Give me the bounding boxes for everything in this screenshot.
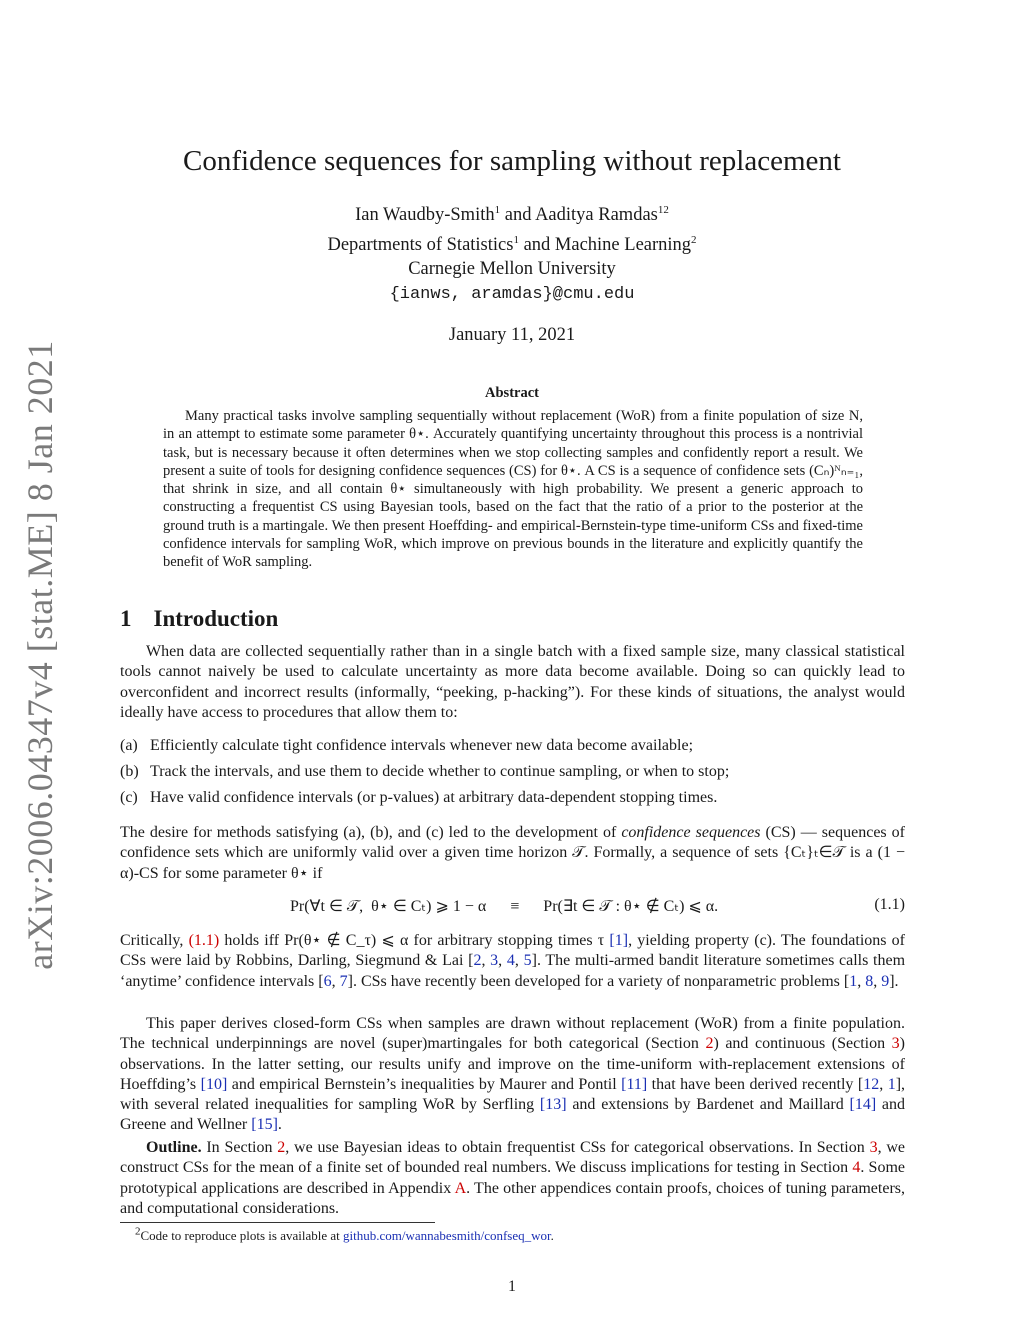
section-3-link[interactable]: 3 bbox=[891, 1035, 900, 1053]
equation-body: Pr(∀t ∈ 𝒯, θ⋆ ∈ Cₜ) ⩾ 1 − α ≡ Pr(∃t ∈ 𝒯 : θ⋆ ∉ Cₜ) ⩽ α. bbox=[290, 898, 719, 915]
section-number: 1 bbox=[120, 606, 132, 631]
outline-section-4-link[interactable]: 4 bbox=[852, 1159, 861, 1177]
p5-text-e: . The other appendices contain proofs, choices of tuning parameters, and computational considerations. bbox=[120, 1179, 905, 1217]
date: January 11, 2021 bbox=[448, 325, 576, 345]
citation-10-link[interactable]: [10] bbox=[200, 1075, 228, 1093]
author-1: Ian Waudby-Smith bbox=[355, 205, 495, 225]
outline-paragraph bbox=[120, 1138, 905, 1219]
p4-text-c: ) observations. In the latter setting, our results unify and improve on the time-uniform with-replacement extensions of Hoeffding’s bbox=[120, 1035, 905, 1093]
dept-sup-2: 2 bbox=[691, 233, 697, 246]
list-text-c: Have valid confidence intervals (or p-values) at arbitrary data-dependent stopping times. bbox=[150, 789, 718, 806]
abstract-text: Many practical tasks involve sampling sequentially without replacement (WoR) from a finite population of size N, in an attempt to estimate some parameter θ⋆. Accurately quantifying uncertainty throughout this process is a nontrivial task, but is necessary because it often determines when we stop collecting samples and confidently report a result. We present a suite of tools for designing confidence sequences (CS) for θ⋆. A CS is a sequence of confidence sets (Cₙ)ᴺₙ₌₁, that shrink in size, and all contain θ⋆ simultaneously with high probability. We present a generic approach to constructing a frequentist CS using Bayesian tools, based on the fact that the ratio of a prior to the posterior at the ground truth is a martingale. We then present Hoeffding- and empirical-Bernstein-type time-uniform CSs and fixed-time confidence intervals for sampling WoR, which improve on previous bounds in the literature and explicitly quantify the benefit of WoR sampling. bbox=[163, 408, 863, 571]
p2-text-a: The desire for methods satisfying (a), (b), and (c) led to the development of bbox=[120, 824, 622, 841]
section-heading bbox=[120, 606, 278, 632]
footnote-end: . bbox=[550, 1228, 554, 1243]
equation-number: (1.1) bbox=[874, 896, 905, 913]
footnote-mark: 2 bbox=[135, 1225, 141, 1238]
list-item-b bbox=[120, 763, 905, 781]
p5-text-d: . Some prototypical applications are described in Appendix bbox=[120, 1159, 905, 1197]
list-text-b: Track the intervals, and use them to decide whether to continue sampling, or when to stop; bbox=[150, 763, 730, 780]
citation-1b-link[interactable]: 1 bbox=[849, 972, 858, 990]
list-text-a: Efficiently calculate tight confidence intervals whenever new data become available; bbox=[150, 737, 694, 754]
p4-text-a: This paper derives closed-form CSs when samples are drawn without replacement (WoR) from a finite population. The technical underpinnings are novel (super)martingales for both categorical (Section bbox=[120, 1015, 905, 1053]
intro-paragraph-3: Critically, (1.1) holds iff Pr(θ⋆ ∉ C_τ) ⩽ α for arbitrary stopping times τ [1], yielding property (c). The foundations of CSs were laid by Robbins, Darling, Siegmund & Lai [2, 3, 4, 5]. The multi-armed bandit literature sometimes calls them ‘anytime’ confidence intervals [6, 7]. CSs have recently been developed for a variety of nonparametric problems [1, 8, 9]. bbox=[120, 932, 906, 990]
equation-ref-link[interactable]: (1.1) bbox=[188, 932, 220, 949]
arxiv-identifier bbox=[10, 340, 70, 970]
p4-text-e: that have been derived recently [ bbox=[647, 1075, 864, 1093]
citation-7-link[interactable]: 7 bbox=[339, 972, 348, 990]
arxiv-identifier-text: arXiv:2006.04347v4 [stat.ME] 8 Jan 2021 bbox=[20, 340, 60, 970]
email: {ianws, aramdas}@cmu.edu bbox=[389, 285, 635, 304]
citation-4-link[interactable]: 4 bbox=[506, 952, 515, 970]
list-item-c bbox=[120, 789, 905, 807]
p2-text-b: (CS) — sequences of confidence sets which are uniformly valid over a given time horizon 𝒯. Formally, a sequence of sets {Cₜ}ₜ∈𝒯 is a (1 − α)-CS for some parameter θ⋆ if bbox=[120, 824, 906, 882]
author-2: Aaditya Ramdas bbox=[535, 205, 658, 225]
citation-14-link[interactable]: [14] bbox=[849, 1096, 877, 1114]
outline-label: Outline. bbox=[146, 1139, 202, 1156]
list-item-a bbox=[120, 737, 905, 755]
list-label-c: (c) bbox=[120, 789, 138, 806]
list-label-a: (a) bbox=[120, 737, 138, 754]
citation-12-link[interactable]: 12 bbox=[863, 1075, 880, 1093]
p3-text-f: ]. bbox=[889, 972, 899, 990]
p4-text-g: and extensions by Bardenet and Maillard bbox=[566, 1096, 850, 1114]
paper-title: Confidence sequences for sampling without replacement bbox=[183, 145, 841, 177]
p4-text-i: . bbox=[277, 1116, 282, 1134]
departments bbox=[0, 235, 1024, 256]
abstract-heading: Abstract bbox=[485, 385, 539, 401]
footnote bbox=[135, 1225, 554, 1244]
intro-paragraph-2 bbox=[120, 823, 905, 884]
outline-section-2-link[interactable]: 2 bbox=[277, 1139, 286, 1156]
citation-6-link[interactable]: 6 bbox=[323, 972, 332, 990]
citation-11-link[interactable]: [11] bbox=[621, 1075, 648, 1093]
appendix-a-link[interactable]: A bbox=[454, 1179, 467, 1197]
university: Carnegie Mellon University bbox=[408, 259, 616, 279]
p2-emphasis: confidence sequences bbox=[621, 824, 761, 841]
author-2-affiliation: 12 bbox=[657, 203, 669, 216]
section-title: Introduction bbox=[153, 606, 279, 631]
p5-text-c: , we construct CSs for the mean of a finite set of bounded real numbers. We discuss implications for testing in Section bbox=[120, 1139, 906, 1177]
p3-text-d: ]. The multi-armed bandit literature sometimes calls them ‘anytime’ confidence intervals [ bbox=[120, 952, 906, 990]
github-link[interactable]: github.com/wannabesmith/confseq_wor bbox=[343, 1228, 551, 1243]
outline-section-3-link[interactable]: 3 bbox=[869, 1139, 878, 1156]
p4-text-d: and empirical Bernstein’s inequalities by Maurer and Pontil bbox=[227, 1075, 622, 1093]
p3-text-e: ]. CSs have recently been developed for a variety of nonparametric problems [ bbox=[347, 972, 850, 990]
dept-statistics: Departments of Statistics bbox=[327, 235, 514, 255]
citation-8-link[interactable]: 8 bbox=[865, 972, 874, 990]
footnote-divider bbox=[120, 1222, 435, 1223]
citation-5-link[interactable]: 5 bbox=[523, 952, 532, 970]
citation-9-link[interactable]: 9 bbox=[881, 972, 890, 990]
dept-sup-1: 1 bbox=[513, 233, 519, 246]
citation-1c-link[interactable]: 1 bbox=[887, 1075, 896, 1093]
p3-text-c: , yielding property (c). The foundations of CSs were laid by Robbins, Darling, Siegmund & Lai [ bbox=[120, 932, 906, 970]
p4-text-b: ) and continuous (Section bbox=[713, 1035, 892, 1053]
footnote-text: Code to reproduce plots is available at bbox=[140, 1228, 344, 1243]
citation-3-link[interactable]: 3 bbox=[490, 952, 499, 970]
equation-1-1 bbox=[120, 896, 905, 918]
intro-paragraph-4: This paper derives closed-form CSs when samples are drawn without replacement (WoR) from a finite population. The technical underpinnings are novel (super)martingales for both categorical (Section 2) and continuous (Section 3) observations. In the latter setting, our results unify and improve on the time-uniform with-replacement extensions of Hoeffding’s [10] and empirical Bernstein’s inequalities by Maurer and Pontil [11] that have been derived recently [12, 1], with several related inequalities for sampling WoR by Serfling [13] and extensions by Bardenet and Maillard [14] and Greene and Wellner [15]. bbox=[120, 1015, 906, 1134]
section-2-link[interactable]: 2 bbox=[705, 1035, 714, 1053]
citation-15-link[interactable]: [15] bbox=[251, 1116, 278, 1134]
p4-text-h: and Greene and Wellner bbox=[120, 1096, 905, 1134]
citation-2-link[interactable]: 2 bbox=[473, 952, 482, 970]
citation-1-link[interactable]: [1] bbox=[609, 932, 629, 949]
p5-text-a: In Section bbox=[201, 1139, 278, 1156]
author-and: and bbox=[500, 205, 536, 225]
p4-text-f: ], with several related inequalities for sampling WoR by Serfling bbox=[120, 1075, 906, 1114]
page-number: 1 bbox=[508, 1278, 516, 1295]
intro-paragraph-1: When data are collected sequentially rather than in a single batch with a fixed sample size, many classical statistical tools cannot naively be used to calculate uncertainty as more data become available. Doing so can quickly lead to overconfident and incorrect results (informally, “peeking, p-hacking”). For these kinds of situations, the analyst would ideally have access to procedures that allow them to: bbox=[120, 643, 905, 721]
authors bbox=[0, 205, 1024, 226]
p5-text-b: , we use Bayesian ideas to obtain frequentist CSs for categorical observations. In Section bbox=[285, 1139, 870, 1156]
list-label-b: (b) bbox=[120, 763, 139, 780]
p3-text-a: Critically, bbox=[120, 932, 189, 949]
dept-ml: and Machine Learning bbox=[518, 235, 692, 255]
citation-13-link[interactable]: [13] bbox=[539, 1096, 567, 1114]
author-1-affiliation: 1 bbox=[494, 203, 501, 216]
p3-text-b: holds iff Pr(θ⋆ ∉ C_τ) ⩽ α for arbitrary stopping times τ bbox=[219, 932, 610, 949]
